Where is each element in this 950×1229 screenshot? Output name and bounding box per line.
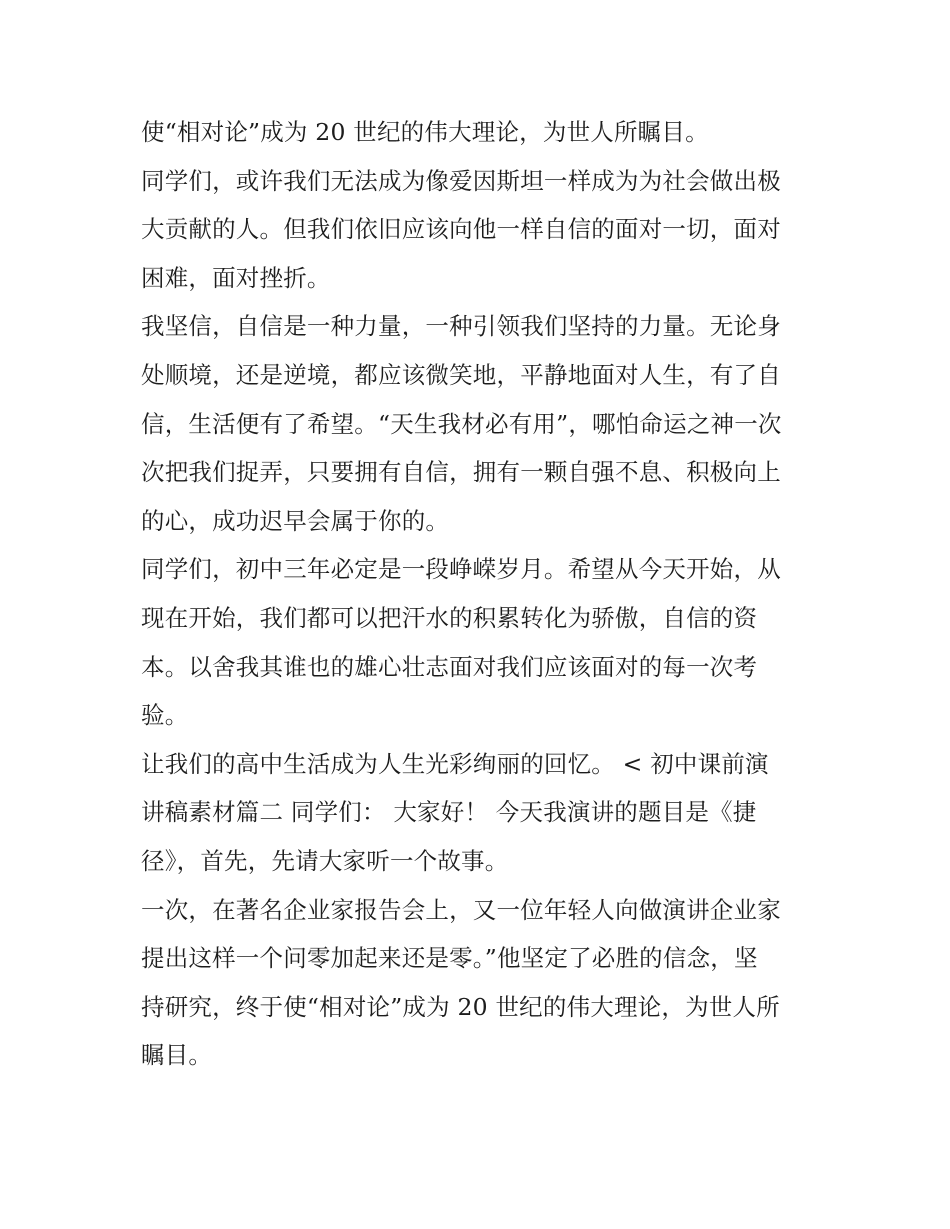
text-line: 使“相对论”成为 20 世纪的伟大理论，为世人所瞩目。 xyxy=(141,118,709,146)
text-line: 现在开始，我们都可以把汗水的积累转化为骄傲，自信的资 xyxy=(141,603,758,632)
text-line: 同学们，初中三年必定是一段峥嵘岁月。希望从今天开始，从 xyxy=(141,555,781,584)
text-line: 本。以舍我其谁也的雄心壮志面对我们应该面对的每一次考 xyxy=(141,652,758,681)
text-line: 让我们的高中生活成为人生光彩绚丽的回忆。 < 初中课前演 xyxy=(141,749,769,778)
text-line: 一次，在著名企业家报告会上，又一位年轻人向做演讲企业家 xyxy=(141,895,781,924)
text-line: 讲稿素材篇二 同学们： 大家好！ 今天我演讲的题目是《捷 xyxy=(141,798,757,827)
text-line: 瞩目。 xyxy=(141,1041,213,1070)
text-line: 困难，面对挫折。 xyxy=(141,263,331,292)
text-line: 次把我们捉弄，只要拥有自信，拥有一颗自强不息、积极向上 xyxy=(141,458,781,487)
text-line: 同学们，或许我们无法成为像爱因斯坦一样成为为社会做出极 xyxy=(141,166,781,195)
text-line: 验。 xyxy=(141,701,189,730)
text-line: 信，生活便有了希望。“天生我材必有用”，哪怕命运之神一次 xyxy=(141,409,782,438)
text-line: 持研究，终于使“相对论”成为 20 世纪的伟大理论，为世人所 xyxy=(141,992,780,1021)
document-body xyxy=(141,108,816,1080)
text-line: 的心，成功迟早会属于你的。 xyxy=(141,506,450,535)
text-line: 径》，首先，先请大家听一个故事。 xyxy=(141,846,509,875)
text-line: 我坚信，自信是一种力量，一种引领我们坚持的力量。无论身 xyxy=(141,312,781,341)
text-line: 处顺境，还是逆境，都应该微笑地，平静地面对人生，有了自 xyxy=(141,360,781,389)
text-line: 大贡献的人。但我们依旧应该向他一样自信的面对一切，面对 xyxy=(141,215,781,244)
text-line: 提出这样一个问零加起来还是零。”他坚定了必胜的信念，坚 xyxy=(141,944,758,973)
